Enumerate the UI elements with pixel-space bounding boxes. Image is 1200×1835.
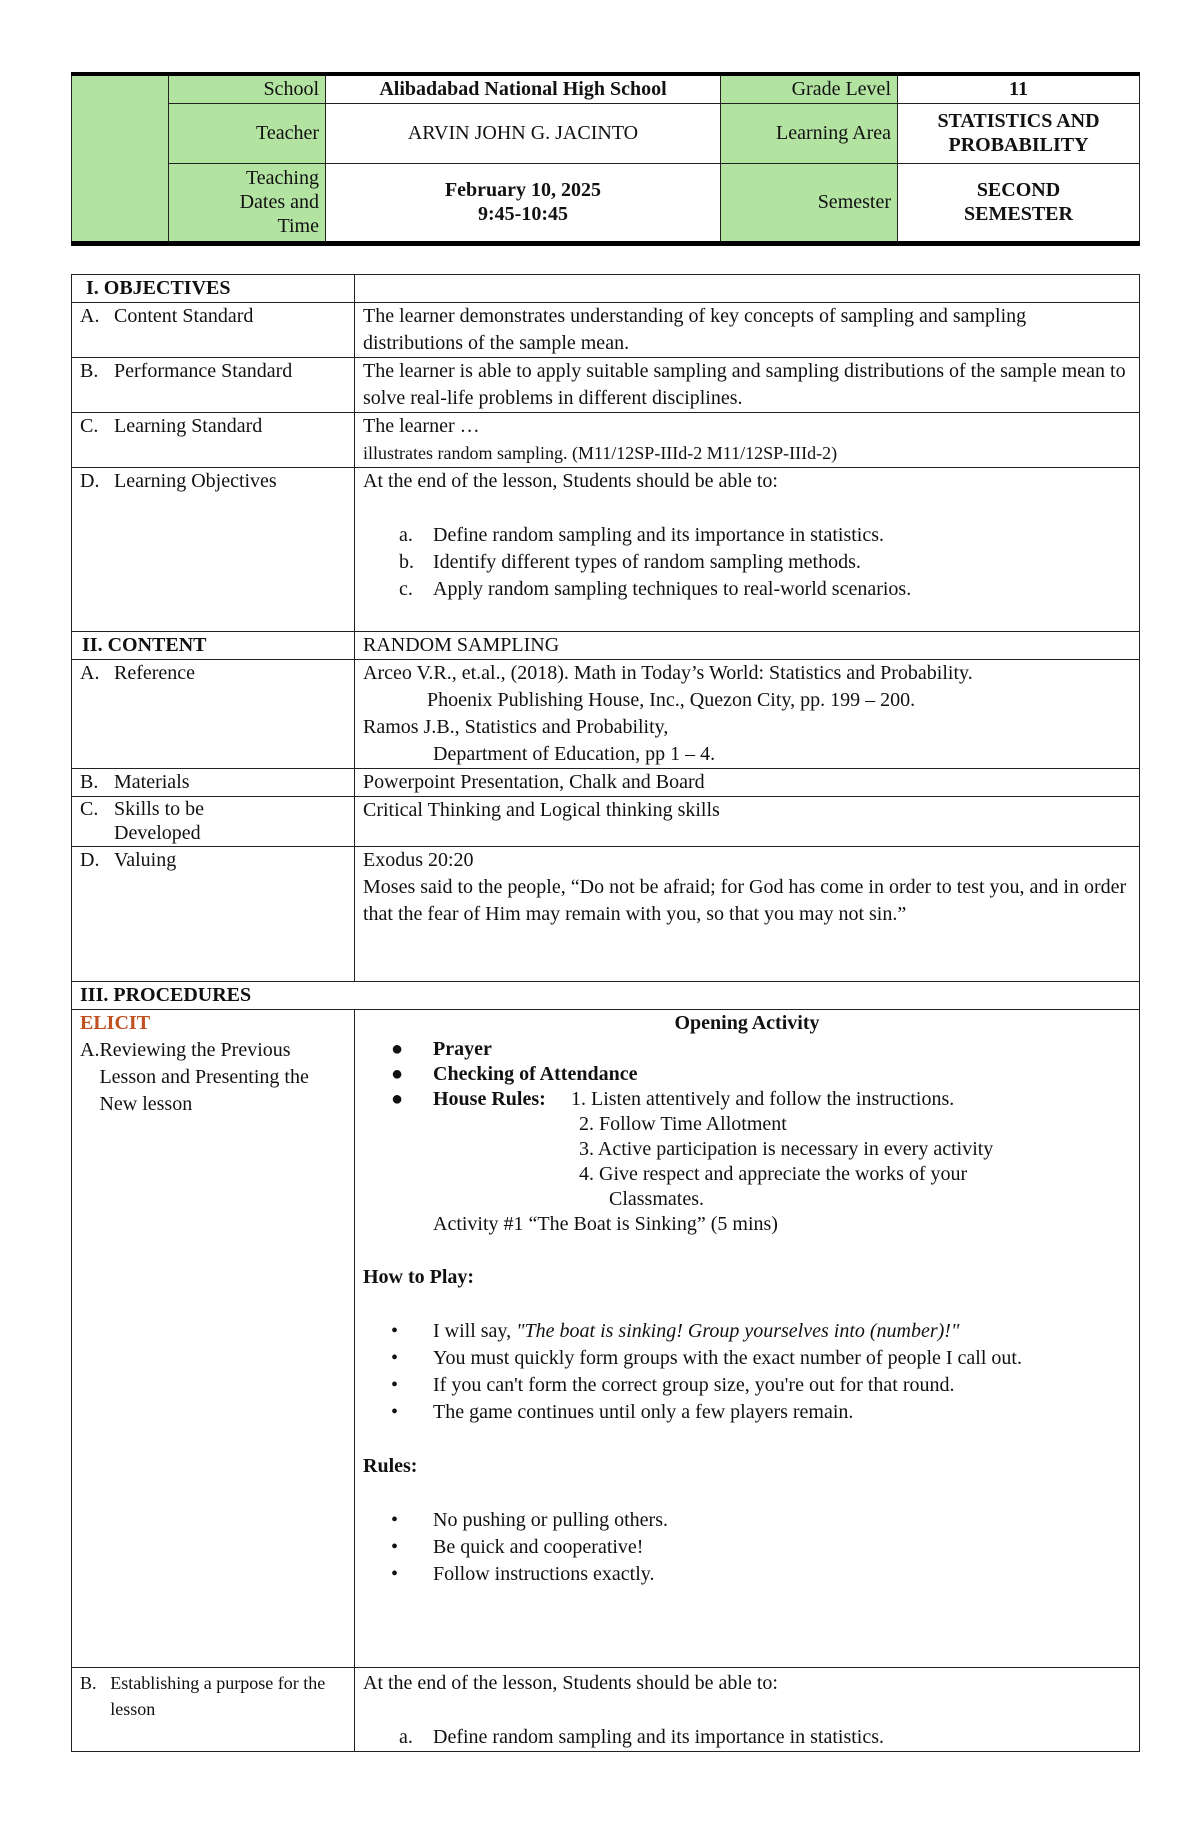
- bullet-icon: ●: [391, 1088, 404, 1110]
- list-text: I will say,: [433, 1320, 517, 1342]
- dates-label-line1: Teaching: [245, 167, 319, 189]
- list-item: [391, 1037, 1131, 1062]
- house-rule-continuation: Classmates.: [609, 1188, 704, 1210]
- dates-label-line3: Time: [277, 215, 319, 237]
- skills-label: [72, 797, 355, 847]
- list-marker: b.: [399, 551, 414, 573]
- learning-area-value: [898, 103, 1140, 163]
- learning-area-label: Learning Area: [721, 103, 898, 163]
- list-item: [399, 549, 1131, 576]
- semester-line2: SEMESTER: [964, 203, 1073, 225]
- grade-level-value: 11: [898, 74, 1140, 103]
- valuing-label-text: Valuing: [114, 849, 177, 871]
- procedure-a-content: [355, 1010, 1140, 1668]
- how-to-play-label: How to Play:: [363, 1266, 475, 1288]
- procedure-a-label: [72, 1010, 355, 1668]
- time-value: 9:45-10:45: [478, 203, 568, 225]
- valuing-quote: Moses said to the people, “Do not be afraid; for God has come in order to test you, and in order that the fear of Him may remain with you, so that you may not sin.”: [363, 876, 1127, 925]
- procedure-b-intro: At the end of the lesson, Students should be able to:: [363, 1672, 778, 1694]
- bullet-icon: ●: [391, 1038, 404, 1060]
- performance-standard-text: The learner is able to apply suitable sampling and sampling distributions of the sample mean to solve real-life problems in different disciplines.: [355, 358, 1140, 413]
- content-standard-label-text: Content Standard: [114, 305, 254, 327]
- house-rule: 4. Give respect and appreciate the works of your: [579, 1163, 968, 1185]
- reference-text: [355, 660, 1140, 769]
- reference-2-line2: Department of Education, pp 1 – 4.: [433, 743, 716, 765]
- dates-label: [169, 163, 326, 243]
- procedure-b-list: [363, 1724, 1131, 1751]
- learning-standard-label-text: Learning Standard: [114, 415, 263, 437]
- reference-1-line1: Arceo V.R., et.al., (2018). Math in Today’s World: Statistics and Probability.: [363, 662, 973, 684]
- list-text: Follow instructions exactly.: [433, 1563, 655, 1585]
- procedure-b-label: [72, 1668, 355, 1752]
- list-text: If you can't form the correct group size, you're out for that round.: [433, 1374, 955, 1396]
- list-text: No pushing or pulling others.: [433, 1509, 668, 1531]
- list-item: [391, 1345, 1131, 1372]
- list-text: Be quick and cooperative!: [433, 1536, 644, 1558]
- opening-activity-title: Opening Activity: [674, 1012, 820, 1034]
- list-item: [391, 1399, 1131, 1426]
- list-text: Define random sampling and its importance in statistics.: [433, 524, 885, 546]
- dates-label-line2: Dates and: [239, 191, 319, 213]
- learning-objectives-label: [72, 468, 355, 632]
- list-text: Define random sampling and its importance in statistics.: [433, 1726, 885, 1748]
- learning-objectives-intro: At the end of the lesson, Students should be able to:: [363, 470, 778, 492]
- learning-objectives-list: [363, 522, 1131, 603]
- list-marker: a.: [399, 1726, 413, 1748]
- header-logo-cell: [72, 74, 169, 243]
- performance-standard-letter: B.: [80, 360, 99, 382]
- learning-objectives-letter: D.: [80, 470, 100, 492]
- procedure-b-label-text: Establishing a purpose for the lesson: [110, 1673, 326, 1719]
- list-text: Apply random sampling techniques to real-world scenarios.: [433, 578, 912, 600]
- learning-standard-label: [72, 413, 355, 468]
- content-standard-label: [72, 303, 355, 358]
- list-text: The game continues until only a few players remain.: [433, 1401, 854, 1423]
- procedure-a-letter: A.: [80, 1039, 100, 1061]
- list-item: [391, 1318, 1131, 1345]
- semester-line1: SECOND: [976, 179, 1061, 201]
- house-rule: 1. Listen attentively and follow the instructions.: [571, 1088, 955, 1110]
- content-standard-letter: A.: [80, 305, 100, 327]
- objectives-heading-empty: [355, 275, 1140, 303]
- bullet-icon: ●: [391, 1063, 404, 1085]
- school-value: Alibadabad National High School: [326, 74, 721, 103]
- opening-bullets: [363, 1037, 1131, 1212]
- performance-standard-label: [72, 358, 355, 413]
- lesson-body-table: [71, 274, 1140, 1752]
- lesson-header-table: [71, 72, 1140, 246]
- materials-label-text: Materials: [114, 771, 190, 793]
- valuing-text: [355, 847, 1140, 982]
- skills-text: Critical Thinking and Logical thinking skills: [355, 797, 1140, 847]
- materials-label: [72, 769, 355, 797]
- content-standard-text: The learner demonstrates understanding of key concepts of sampling and sampling distributions of the sample mean.: [355, 303, 1140, 358]
- list-marker: a.: [399, 524, 413, 546]
- bullet-icon: •: [391, 1374, 399, 1396]
- learning-standard-line1: The learner …: [363, 415, 480, 437]
- list-item: [391, 1534, 1131, 1561]
- learning-standard-text: [355, 413, 1140, 468]
- activity-title: Activity #1 “The Boat is Sinking” (5 mins): [433, 1213, 778, 1235]
- valuing-verse: Exodus 20:20: [363, 849, 474, 871]
- list-item: [399, 522, 1131, 549]
- bullet-icon: •: [391, 1320, 399, 1342]
- learning-objectives-text: [355, 468, 1140, 632]
- valuing-letter: D.: [80, 849, 100, 871]
- bullet-icon: •: [391, 1563, 399, 1585]
- learning-area-line1: STATISTICS AND: [937, 110, 1100, 132]
- learning-standard-line2: illustrates random sampling. (M11/12SP-IIId-2 M11/12SP-IIId-2): [363, 443, 838, 463]
- skills-label-line1: Skills to be: [114, 798, 205, 820]
- list-item: [391, 1087, 1131, 1212]
- skills-label-line2: Developed: [114, 822, 201, 844]
- list-text: Prayer: [433, 1038, 492, 1060]
- school-label: School: [169, 74, 326, 103]
- house-rule: 3. Active participation is necessary in every activity: [579, 1138, 994, 1160]
- skills-letter: C.: [80, 798, 99, 820]
- list-item: [391, 1561, 1131, 1588]
- list-item: [399, 576, 1131, 603]
- reference-letter: A.: [80, 662, 100, 684]
- procedures-heading-text: III. PROCEDURES: [80, 984, 252, 1006]
- learning-standard-letter: C.: [80, 415, 99, 437]
- rules-label: Rules:: [363, 1455, 418, 1477]
- procedures-heading: [72, 982, 1140, 1010]
- valuing-label: [72, 847, 355, 982]
- reference-label: [72, 660, 355, 769]
- house-rules-label: House Rules:: [433, 1088, 546, 1110]
- list-text: You must quickly form groups with the exact number of people I call out.: [433, 1347, 1022, 1369]
- learning-area-line2: PROBABILITY: [948, 134, 1089, 156]
- date-value: February 10, 2025: [444, 179, 602, 201]
- objectives-heading: [72, 275, 355, 303]
- content-heading-text: II. CONTENT: [82, 634, 207, 656]
- list-item: [391, 1372, 1131, 1399]
- bullet-icon: •: [391, 1401, 399, 1423]
- rules-list: [363, 1507, 1131, 1588]
- teacher-value: [326, 103, 721, 163]
- content-heading: [72, 632, 355, 660]
- teacher-label: Teacher: [169, 103, 326, 163]
- list-quote: "The boat is sinking! Group yourselves into (number)!": [516, 1320, 960, 1342]
- grade-level-label: Grade Level: [721, 74, 898, 103]
- performance-standard-label-text: Performance Standard: [114, 360, 293, 382]
- procedure-b-letter: B.: [80, 1673, 97, 1693]
- list-text: Identify different types of random sampling methods.: [433, 551, 861, 573]
- materials-letter: B.: [80, 771, 99, 793]
- semester-label: Semester: [721, 163, 898, 243]
- bullet-icon: •: [391, 1509, 399, 1531]
- list-item: [391, 1062, 1131, 1087]
- reference-1-line2: Phoenix Publishing House, Inc., Quezon City, pp. 199 – 200.: [427, 689, 916, 711]
- learning-objectives-label-text: Learning Objectives: [114, 470, 277, 492]
- elicit-label: ELICIT: [80, 1012, 151, 1034]
- semester-value: [898, 163, 1140, 243]
- procedure-b-content: [355, 1668, 1140, 1752]
- content-topic: RANDOM SAMPLING: [355, 632, 1140, 660]
- reference-2-line1: Ramos J.B., Statistics and Probability,: [363, 716, 669, 738]
- list-text: Checking of Attendance: [433, 1063, 638, 1085]
- materials-text: Powerpoint Presentation, Chalk and Board: [355, 769, 1140, 797]
- reference-label-text: Reference: [114, 662, 196, 684]
- house-rule: 2. Follow Time Allotment: [579, 1113, 787, 1135]
- list-item: [399, 1724, 1131, 1751]
- list-marker: c.: [399, 578, 413, 600]
- teacher-name: ARVIN JOHN G. JACINTO: [407, 122, 639, 144]
- bullet-icon: •: [391, 1536, 399, 1558]
- how-to-play-list: [363, 1318, 1131, 1426]
- list-item: [391, 1507, 1131, 1534]
- objectives-heading-text: I. OBJECTIVES: [86, 277, 231, 299]
- procedure-a-label-text: Reviewing the Previous Lesson and Presenting the New lesson: [99, 1039, 309, 1115]
- dates-value: [326, 163, 721, 243]
- bullet-icon: •: [391, 1347, 399, 1369]
